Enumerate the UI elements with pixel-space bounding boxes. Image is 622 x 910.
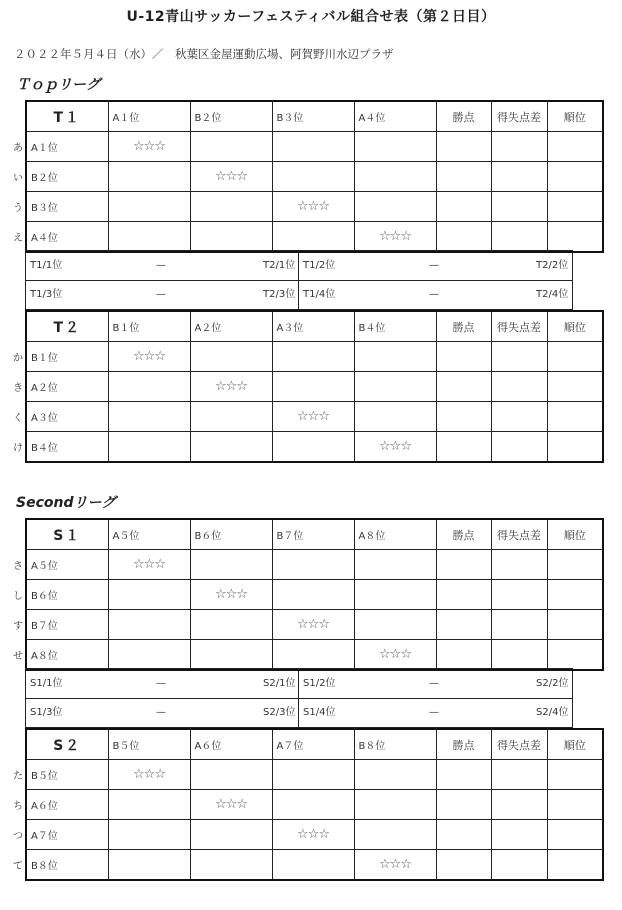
diagonal-star-mark: ☆☆☆ bbox=[108, 760, 190, 790]
row-label: B２位 bbox=[26, 162, 108, 192]
diagonal-star-mark: ☆☆☆ bbox=[354, 850, 436, 881]
stat-cell bbox=[491, 760, 547, 790]
stat-cell bbox=[436, 640, 491, 671]
table-row bbox=[26, 760, 603, 790]
table-row bbox=[26, 850, 603, 881]
row-label: B４位 bbox=[26, 432, 108, 463]
score-cell bbox=[108, 850, 190, 881]
diagonal-star-mark: ☆☆☆ bbox=[272, 820, 354, 850]
match-right-team: S2/4位 bbox=[536, 707, 569, 718]
score-cell bbox=[272, 222, 354, 253]
score-cell bbox=[272, 132, 354, 162]
score-cell bbox=[272, 580, 354, 610]
stat-cell bbox=[491, 402, 547, 432]
score-cell bbox=[190, 402, 272, 432]
stat-cell bbox=[436, 372, 491, 402]
row-label: B３位 bbox=[26, 192, 108, 222]
group-table-S２ bbox=[25, 728, 604, 881]
stat-cell bbox=[436, 432, 491, 463]
stat-cell bbox=[547, 132, 603, 162]
stat-cell bbox=[547, 610, 603, 640]
row-label: A４位 bbox=[26, 222, 108, 253]
stat-cell bbox=[491, 432, 547, 463]
row-label: A７位 bbox=[26, 820, 108, 850]
stat-cell bbox=[491, 850, 547, 881]
stat-cell bbox=[547, 820, 603, 850]
group-table-S１ bbox=[25, 518, 604, 671]
league-title: Secondリーグ bbox=[16, 495, 116, 511]
diagonal-star-mark: ☆☆☆ bbox=[354, 640, 436, 671]
score-cell bbox=[108, 820, 190, 850]
stat-header: 順位 bbox=[547, 101, 603, 132]
stat-header: 順位 bbox=[547, 519, 603, 550]
column-header: B１位 bbox=[108, 311, 190, 342]
score-cell bbox=[190, 640, 272, 671]
stat-cell bbox=[491, 790, 547, 820]
match-left-team: S1/1位 bbox=[30, 678, 63, 689]
stat-cell bbox=[547, 192, 603, 222]
stat-cell bbox=[436, 132, 491, 162]
match-right-team: T2/4位 bbox=[536, 289, 569, 300]
stat-cell bbox=[491, 342, 547, 372]
score-cell bbox=[272, 372, 354, 402]
score-cell bbox=[272, 850, 354, 881]
row-label: B５位 bbox=[26, 760, 108, 790]
table-row bbox=[26, 162, 603, 192]
score-cell bbox=[354, 760, 436, 790]
match-left-team: T1/3位 bbox=[30, 289, 63, 300]
diagonal-star-mark: ☆☆☆ bbox=[354, 222, 436, 253]
row-kana-label: せ bbox=[13, 651, 23, 662]
stat-cell bbox=[436, 760, 491, 790]
group-team-name: T２ bbox=[26, 311, 108, 342]
stat-cell bbox=[436, 790, 491, 820]
row-kana-label: た bbox=[13, 771, 23, 782]
diagonal-star-mark: ☆☆☆ bbox=[108, 342, 190, 372]
match-right-team: S2/2位 bbox=[536, 678, 569, 689]
score-cell bbox=[108, 372, 190, 402]
diagonal-star-mark: ☆☆☆ bbox=[190, 790, 272, 820]
column-header: B８位 bbox=[354, 729, 436, 760]
table-row bbox=[26, 342, 603, 372]
column-header: A５位 bbox=[108, 519, 190, 550]
score-cell bbox=[108, 402, 190, 432]
row-label: A５位 bbox=[26, 550, 108, 580]
table-row bbox=[26, 192, 603, 222]
group-table-T１ bbox=[25, 100, 604, 253]
score-cell bbox=[272, 640, 354, 671]
score-cell bbox=[190, 820, 272, 850]
column-header: A７位 bbox=[272, 729, 354, 760]
date-venue-line: ２０２２年５月４日（水）／ 秋葉区金屋運動広場、阿賀野川水辺プラザ bbox=[14, 47, 394, 61]
stat-cell bbox=[436, 342, 491, 372]
score-cell bbox=[108, 162, 190, 192]
score-cell bbox=[108, 580, 190, 610]
score-cell bbox=[190, 610, 272, 640]
table-row bbox=[26, 222, 603, 253]
column-header: A２位 bbox=[190, 311, 272, 342]
score-cell bbox=[272, 760, 354, 790]
match-row bbox=[25, 698, 573, 728]
table-row bbox=[26, 132, 603, 162]
table-row bbox=[26, 432, 603, 463]
group-table-T２ bbox=[25, 310, 604, 463]
match-left-team: T1/4位 bbox=[303, 289, 336, 300]
row-kana-label: え bbox=[13, 233, 23, 244]
row-label: B８位 bbox=[26, 850, 108, 881]
table-row bbox=[26, 402, 603, 432]
match-dash: — bbox=[156, 289, 166, 300]
table-row bbox=[26, 372, 603, 402]
match-dash: — bbox=[156, 678, 166, 689]
score-cell bbox=[272, 790, 354, 820]
row-label: B１位 bbox=[26, 342, 108, 372]
stat-cell bbox=[491, 372, 547, 402]
stat-cell bbox=[547, 372, 603, 402]
score-cell bbox=[272, 432, 354, 463]
stat-cell bbox=[547, 342, 603, 372]
stat-header: 得失点差 bbox=[491, 311, 547, 342]
match-row bbox=[25, 280, 573, 310]
table-row bbox=[26, 550, 603, 580]
row-label: A２位 bbox=[26, 372, 108, 402]
row-kana-label: す bbox=[13, 621, 23, 632]
stat-cell bbox=[547, 432, 603, 463]
match-dash: — bbox=[429, 260, 439, 271]
row-label: A１位 bbox=[26, 132, 108, 162]
score-cell bbox=[108, 640, 190, 671]
group-team-name: S２ bbox=[26, 729, 108, 760]
column-header: B４位 bbox=[354, 311, 436, 342]
score-cell bbox=[108, 222, 190, 253]
row-kana-label: つ bbox=[13, 831, 23, 842]
stat-cell bbox=[436, 222, 491, 253]
stat-cell bbox=[547, 850, 603, 881]
match-row bbox=[25, 250, 573, 281]
score-cell bbox=[190, 222, 272, 253]
score-cell bbox=[190, 432, 272, 463]
score-cell bbox=[190, 550, 272, 580]
match-right-team: T2/3位 bbox=[263, 289, 296, 300]
score-cell bbox=[190, 342, 272, 372]
match-dash: — bbox=[429, 289, 439, 300]
stat-header: 得失点差 bbox=[491, 101, 547, 132]
match-right-team: S2/3位 bbox=[263, 707, 296, 718]
score-cell bbox=[108, 790, 190, 820]
score-cell bbox=[190, 850, 272, 881]
row-kana-label: き bbox=[13, 383, 23, 394]
stat-cell bbox=[491, 222, 547, 253]
score-cell bbox=[354, 790, 436, 820]
score-cell bbox=[272, 550, 354, 580]
score-cell bbox=[108, 432, 190, 463]
diagonal-star-mark: ☆☆☆ bbox=[190, 580, 272, 610]
stat-cell bbox=[547, 790, 603, 820]
score-cell bbox=[354, 132, 436, 162]
match-right-team: S2/1位 bbox=[263, 678, 296, 689]
stat-header: 得失点差 bbox=[491, 519, 547, 550]
stat-cell bbox=[436, 610, 491, 640]
table-row bbox=[26, 640, 603, 671]
column-header: A４位 bbox=[354, 101, 436, 132]
match-divider bbox=[298, 251, 299, 280]
stat-cell bbox=[547, 760, 603, 790]
match-dash: — bbox=[156, 707, 166, 718]
match-row bbox=[25, 668, 573, 699]
match-right-team: T2/1位 bbox=[263, 260, 296, 271]
row-kana-label: い bbox=[13, 173, 23, 184]
score-cell bbox=[354, 342, 436, 372]
stat-cell bbox=[547, 162, 603, 192]
diagonal-star-mark: ☆☆☆ bbox=[354, 432, 436, 463]
match-right-team: T2/2位 bbox=[536, 260, 569, 271]
score-cell bbox=[354, 610, 436, 640]
row-kana-label: け bbox=[13, 443, 23, 454]
row-label: A８位 bbox=[26, 640, 108, 671]
stat-cell bbox=[547, 550, 603, 580]
table-row bbox=[26, 790, 603, 820]
stat-cell bbox=[436, 850, 491, 881]
column-header: A８位 bbox=[354, 519, 436, 550]
stat-cell bbox=[491, 640, 547, 671]
score-cell bbox=[272, 342, 354, 372]
stat-cell bbox=[436, 162, 491, 192]
match-left-team: S1/3位 bbox=[30, 707, 63, 718]
row-kana-label: さ bbox=[13, 561, 23, 572]
row-label: A３位 bbox=[26, 402, 108, 432]
stat-header: 順位 bbox=[547, 311, 603, 342]
stat-cell bbox=[491, 610, 547, 640]
score-cell bbox=[108, 610, 190, 640]
stat-cell bbox=[436, 550, 491, 580]
column-header: A３位 bbox=[272, 311, 354, 342]
row-kana-label: く bbox=[13, 413, 23, 424]
row-kana-label: し bbox=[13, 591, 23, 602]
stat-cell bbox=[436, 192, 491, 222]
group-team-name: S１ bbox=[26, 519, 108, 550]
diagonal-star-mark: ☆☆☆ bbox=[272, 402, 354, 432]
score-cell bbox=[190, 760, 272, 790]
score-cell bbox=[354, 580, 436, 610]
match-dash: — bbox=[429, 707, 439, 718]
stat-header: 勝点 bbox=[436, 729, 491, 760]
column-header: B３位 bbox=[272, 101, 354, 132]
score-cell bbox=[354, 820, 436, 850]
diagonal-star-mark: ☆☆☆ bbox=[190, 372, 272, 402]
stat-cell bbox=[547, 222, 603, 253]
row-label: A６位 bbox=[26, 790, 108, 820]
stat-header: 順位 bbox=[547, 729, 603, 760]
stat-cell bbox=[491, 820, 547, 850]
row-kana-label: あ bbox=[13, 143, 23, 154]
stat-cell bbox=[547, 402, 603, 432]
stat-header: 得失点差 bbox=[491, 729, 547, 760]
stat-cell bbox=[491, 580, 547, 610]
stat-cell bbox=[491, 550, 547, 580]
stat-cell bbox=[491, 132, 547, 162]
match-dash: — bbox=[429, 678, 439, 689]
row-label: B７位 bbox=[26, 610, 108, 640]
row-kana-label: て bbox=[13, 861, 23, 872]
stat-header: 勝点 bbox=[436, 519, 491, 550]
stat-cell bbox=[491, 162, 547, 192]
row-label: B６位 bbox=[26, 580, 108, 610]
stat-header: 勝点 bbox=[436, 101, 491, 132]
match-left-team: T1/2位 bbox=[303, 260, 336, 271]
row-kana-label: う bbox=[13, 203, 23, 214]
score-cell bbox=[354, 162, 436, 192]
stat-cell bbox=[547, 580, 603, 610]
match-divider bbox=[298, 280, 299, 309]
score-cell bbox=[354, 372, 436, 402]
stat-cell bbox=[547, 640, 603, 671]
match-left-team: S1/4位 bbox=[303, 707, 336, 718]
league-title: Ｔｏｐリーグ bbox=[16, 77, 100, 93]
diagonal-star-mark: ☆☆☆ bbox=[190, 162, 272, 192]
column-header: A１位 bbox=[108, 101, 190, 132]
score-cell bbox=[190, 192, 272, 222]
stat-header: 勝点 bbox=[436, 311, 491, 342]
match-left-team: S1/2位 bbox=[303, 678, 336, 689]
score-cell bbox=[354, 550, 436, 580]
match-dash: — bbox=[156, 260, 166, 271]
match-divider bbox=[298, 698, 299, 727]
diagonal-star-mark: ☆☆☆ bbox=[108, 550, 190, 580]
page-title: U-12青山サッカーフェスティバル組合せ表（第２日目） bbox=[126, 9, 496, 25]
score-cell bbox=[108, 192, 190, 222]
column-header: B７位 bbox=[272, 519, 354, 550]
diagonal-star-mark: ☆☆☆ bbox=[108, 132, 190, 162]
row-kana-label: か bbox=[13, 353, 23, 364]
match-left-team: T1/1位 bbox=[30, 260, 63, 271]
score-cell bbox=[354, 402, 436, 432]
column-header: B６位 bbox=[190, 519, 272, 550]
stat-cell bbox=[436, 402, 491, 432]
column-header: B５位 bbox=[108, 729, 190, 760]
score-cell bbox=[272, 162, 354, 192]
score-cell bbox=[354, 192, 436, 222]
column-header: A６位 bbox=[190, 729, 272, 760]
column-header: B２位 bbox=[190, 101, 272, 132]
row-kana-label: ち bbox=[13, 801, 23, 812]
diagonal-star-mark: ☆☆☆ bbox=[272, 610, 354, 640]
stat-cell bbox=[491, 192, 547, 222]
diagonal-star-mark: ☆☆☆ bbox=[272, 192, 354, 222]
table-row bbox=[26, 610, 603, 640]
stat-cell bbox=[436, 820, 491, 850]
match-divider bbox=[298, 669, 299, 698]
table-row bbox=[26, 820, 603, 850]
table-row bbox=[26, 580, 603, 610]
stat-cell bbox=[436, 580, 491, 610]
score-cell bbox=[190, 132, 272, 162]
group-team-name: T１ bbox=[26, 101, 108, 132]
